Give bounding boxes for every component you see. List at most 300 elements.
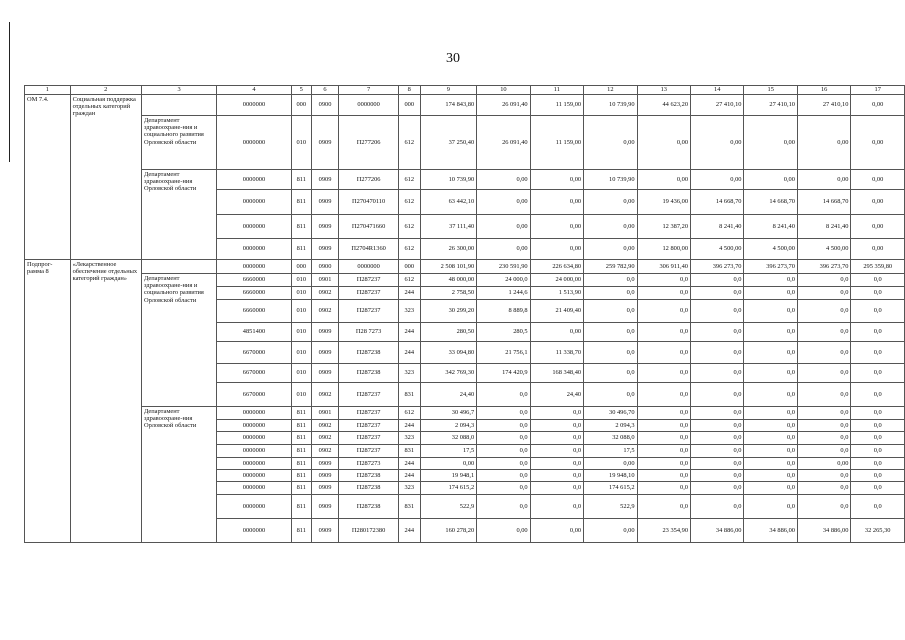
table-cell: 0,00 — [797, 170, 850, 190]
table-cell: 0,0 — [637, 458, 690, 470]
table-cell: 0000000 — [217, 116, 292, 170]
table-cell: 37 111,40 — [420, 215, 477, 239]
table-cell: 0,0 — [797, 364, 850, 383]
table-cell: 21 409,40 — [530, 300, 583, 323]
table-cell: 0,0 — [851, 420, 905, 432]
table-cell: 14 668,70 — [744, 190, 797, 215]
table-cell: 811 — [291, 519, 311, 543]
table-cell: 000 — [291, 260, 311, 274]
table-cell: 0,0 — [691, 420, 744, 432]
table-cell: 12 800,00 — [637, 239, 690, 260]
table-cell: П287237 — [339, 274, 398, 287]
table-cell: 0,00 — [584, 215, 637, 239]
table-cell: 811 — [291, 445, 311, 458]
table-cell: П287237 — [339, 287, 398, 300]
table-cell: 612 — [398, 215, 420, 239]
column-number: 1 — [25, 86, 71, 95]
table-cell: 0,0 — [744, 287, 797, 300]
table-cell: 0902 — [311, 420, 339, 432]
table-cell: 0,0 — [530, 482, 583, 495]
table-cell: 0,00 — [477, 170, 530, 190]
table-cell: 0909 — [311, 323, 339, 342]
table-cell: 342 769,30 — [420, 364, 477, 383]
table-cell: 0,00 — [797, 116, 850, 170]
table-cell: 0,0 — [744, 432, 797, 445]
table-cell: 0,0 — [477, 470, 530, 482]
table-cell: 010 — [291, 287, 311, 300]
table-cell: 2 508 101,90 — [420, 260, 477, 274]
table-cell: 0,0 — [477, 383, 530, 407]
table-cell: 19 948,10 — [584, 470, 637, 482]
table-cell: 811 — [291, 470, 311, 482]
table-cell: П287238 — [339, 495, 398, 519]
table-cell: 0,0 — [744, 323, 797, 342]
table-cell: 244 — [398, 342, 420, 364]
table-cell: 0,0 — [691, 407, 744, 420]
column-number: 14 — [691, 86, 744, 95]
table-cell: 000 — [291, 95, 311, 116]
table-cell: 0,0 — [691, 458, 744, 470]
table-cell: 612 — [398, 116, 420, 170]
column-number: 3 — [141, 86, 216, 95]
table-cell: 0,0 — [637, 407, 690, 420]
table-cell: 0,0 — [851, 445, 905, 458]
table-cell: 2 094,3 — [420, 420, 477, 432]
table-cell: П287237 — [339, 432, 398, 445]
table-cell: 6670000 — [217, 383, 292, 407]
table-cell: П287238 — [339, 482, 398, 495]
column-number: 15 — [744, 86, 797, 95]
table-cell: 0909 — [311, 116, 339, 170]
table-cell: 0,00 — [584, 190, 637, 215]
table-cell: 32 088,0 — [584, 432, 637, 445]
table-cell: 0900 — [311, 260, 339, 274]
table-cell: 831 — [398, 495, 420, 519]
table-cell: 27 410,10 — [797, 95, 850, 116]
table-cell: П287238 — [339, 470, 398, 482]
table-cell: 32 265,30 — [851, 519, 905, 543]
table-cell: 0902 — [311, 383, 339, 407]
executor-cell — [141, 95, 216, 116]
table-cell: 0,0 — [797, 300, 850, 323]
table-cell: 0,0 — [584, 323, 637, 342]
table-cell: 0,0 — [584, 287, 637, 300]
table-cell: 0,0 — [851, 470, 905, 482]
table-cell: 17,5 — [420, 445, 477, 458]
table-cell: 0,00 — [530, 239, 583, 260]
table-cell: 0,00 — [477, 519, 530, 543]
table-cell: 811 — [291, 482, 311, 495]
table-cell: 0000000 — [217, 458, 292, 470]
table-cell: 0,0 — [797, 470, 850, 482]
table-cell: 10 739,90 — [584, 170, 637, 190]
table-cell: 30 299,20 — [420, 300, 477, 323]
table-cell: 0,0 — [691, 364, 744, 383]
table-cell: 0,0 — [477, 495, 530, 519]
table-cell: 612 — [398, 239, 420, 260]
table-cell: 0,0 — [584, 364, 637, 383]
table-cell: 010 — [291, 364, 311, 383]
left-margin-line — [9, 22, 10, 162]
table-cell: 0,0 — [530, 458, 583, 470]
table-row — [25, 116, 905, 170]
table-cell: 0,0 — [637, 342, 690, 364]
table-cell: 0,00 — [851, 170, 905, 190]
table-cell: 0,00 — [477, 215, 530, 239]
column-number-row — [25, 86, 905, 95]
table-cell: П277206 — [339, 170, 398, 190]
table-cell: 000 — [398, 260, 420, 274]
table-cell: 0,0 — [744, 274, 797, 287]
table-cell: 244 — [398, 420, 420, 432]
table-cell: 0,00 — [584, 458, 637, 470]
table-cell: 0,0 — [637, 420, 690, 432]
table-cell: 0,0 — [797, 323, 850, 342]
table-cell: 27 410,10 — [691, 95, 744, 116]
table-cell: 0,0 — [637, 364, 690, 383]
table-cell: 612 — [398, 407, 420, 420]
table-cell: 0,00 — [584, 239, 637, 260]
table-cell: 8 241,40 — [797, 215, 850, 239]
table-cell: 0,0 — [530, 407, 583, 420]
table-cell: 0,00 — [477, 190, 530, 215]
table-cell: 0,00 — [530, 215, 583, 239]
table-cell: П287237 — [339, 300, 398, 323]
table-cell: 10 739,90 — [420, 170, 477, 190]
table-cell: 0909 — [311, 170, 339, 190]
table-cell: 19 948,1 — [420, 470, 477, 482]
table-cell: 811 — [291, 215, 311, 239]
table-cell: 0,0 — [691, 300, 744, 323]
table-cell: 280,5 — [477, 323, 530, 342]
table-cell: 26 091,40 — [477, 95, 530, 116]
table-cell: 0,0 — [797, 495, 850, 519]
table-cell: 0,0 — [637, 470, 690, 482]
table-cell: 0,0 — [637, 495, 690, 519]
table-cell: 010 — [291, 300, 311, 323]
table-cell: 0,0 — [637, 482, 690, 495]
table-cell: 34 886,00 — [797, 519, 850, 543]
table-cell: 0,0 — [851, 287, 905, 300]
table-cell: 0000000 — [217, 470, 292, 482]
table-cell: 14 668,70 — [797, 190, 850, 215]
table-cell: 6660000 — [217, 287, 292, 300]
table-cell: 0,0 — [851, 458, 905, 470]
table-cell: 24,40 — [420, 383, 477, 407]
column-number: 5 — [291, 86, 311, 95]
table-cell: 0909 — [311, 470, 339, 482]
table-cell: 0,0 — [797, 445, 850, 458]
table-cell: 8 889,8 — [477, 300, 530, 323]
table-cell: 811 — [291, 420, 311, 432]
table-cell: 0,00 — [691, 170, 744, 190]
table-cell: 0000000 — [217, 190, 292, 215]
table-cell: 0000000 — [217, 407, 292, 420]
table-cell: 0,0 — [530, 432, 583, 445]
table-cell: 0,0 — [744, 407, 797, 420]
table-cell: 6670000 — [217, 342, 292, 364]
table-cell: 612 — [398, 170, 420, 190]
table-cell: 522,9 — [420, 495, 477, 519]
table-cell: 0,00 — [744, 170, 797, 190]
table-cell: 010 — [291, 323, 311, 342]
table-cell: 0,0 — [744, 495, 797, 519]
table-cell: 0909 — [311, 364, 339, 383]
executor-name: Департамент здравоохране-ния и социального развития Орловской области — [141, 274, 216, 407]
table-cell: 6670000 — [217, 364, 292, 383]
executor-name: Департамент здравоохране-ния Орловской области — [141, 170, 216, 260]
table-cell: 4 500,00 — [691, 239, 744, 260]
table-cell: 0,0 — [637, 445, 690, 458]
table-cell: 0,00 — [851, 190, 905, 215]
table-cell: 11 338,70 — [530, 342, 583, 364]
table-cell: 0,0 — [797, 482, 850, 495]
table-cell: 0,0 — [851, 495, 905, 519]
table-cell: 0,0 — [637, 274, 690, 287]
table-cell: П277206 — [339, 116, 398, 170]
table-cell: 0909 — [311, 239, 339, 260]
table-cell: 0,00 — [530, 519, 583, 543]
table-cell: 44 623,20 — [637, 95, 690, 116]
table-cell: 396 273,70 — [691, 260, 744, 274]
table-cell: 19 436,00 — [637, 190, 690, 215]
table-cell: 0,0 — [691, 470, 744, 482]
table-cell: 0,0 — [744, 383, 797, 407]
table-cell: 010 — [291, 116, 311, 170]
table-cell: 0,0 — [691, 495, 744, 519]
table-cell: 295 359,80 — [851, 260, 905, 274]
table-cell: 4 500,00 — [744, 239, 797, 260]
table-cell: 306 911,40 — [637, 260, 690, 274]
table-cell: П28 7273 — [339, 323, 398, 342]
table-cell: 0909 — [311, 495, 339, 519]
table-cell: П270470110 — [339, 190, 398, 215]
table-cell: 26 300,00 — [420, 239, 477, 260]
table-cell: 8 241,40 — [691, 215, 744, 239]
table-cell: 6660000 — [217, 274, 292, 287]
table-cell: 0902 — [311, 300, 339, 323]
table-cell: 0,0 — [530, 495, 583, 519]
table-cell: 0,0 — [691, 342, 744, 364]
table-row — [25, 260, 905, 274]
column-number: 13 — [637, 86, 690, 95]
table-cell: 0,0 — [530, 420, 583, 432]
table-cell: 323 — [398, 482, 420, 495]
table-cell: 811 — [291, 407, 311, 420]
table-cell: 26 091,40 — [477, 116, 530, 170]
table-cell: 0,0 — [637, 383, 690, 407]
table-cell: П287237 — [339, 445, 398, 458]
table-cell: 17,5 — [584, 445, 637, 458]
table-cell: 0,00 — [584, 116, 637, 170]
table-cell: 0900 — [311, 95, 339, 116]
table-cell: 0000000 — [217, 420, 292, 432]
executor-cell — [141, 260, 216, 274]
table-cell: 323 — [398, 300, 420, 323]
table-cell: 0,0 — [851, 432, 905, 445]
table-cell: 0,0 — [851, 274, 905, 287]
table-cell: 0,0 — [691, 432, 744, 445]
table-cell: 0,00 — [637, 170, 690, 190]
table-cell: 63 442,10 — [420, 190, 477, 215]
table-cell: 0,0 — [691, 383, 744, 407]
table-cell: 0909 — [311, 342, 339, 364]
table-cell: 0,0 — [477, 420, 530, 432]
table-cell: 0,0 — [637, 432, 690, 445]
table-cell: 0,00 — [851, 116, 905, 170]
column-number: 2 — [70, 86, 141, 95]
table-cell: 0902 — [311, 287, 339, 300]
table-cell: 0,0 — [744, 470, 797, 482]
table-cell: 0,0 — [797, 420, 850, 432]
table-cell: 0,0 — [584, 274, 637, 287]
table-cell: 0,0 — [744, 300, 797, 323]
table-cell: 396 273,70 — [744, 260, 797, 274]
executor-name: Департамент здравоохране-ния Орловской области — [141, 407, 216, 543]
table-cell: 0000000 — [217, 495, 292, 519]
table-cell: 244 — [398, 519, 420, 543]
table-cell: 0,0 — [477, 458, 530, 470]
table-cell: 0,00 — [530, 170, 583, 190]
executor-name: Департамент здравоохране-ния и социального развития Орловской области — [141, 116, 216, 170]
table-cell: 0,0 — [637, 323, 690, 342]
table-cell: 12 387,20 — [637, 215, 690, 239]
column-number: 17 — [851, 86, 905, 95]
table-cell: 0909 — [311, 215, 339, 239]
table-cell: 30 496,70 — [584, 407, 637, 420]
table-cell: 280,50 — [420, 323, 477, 342]
table-cell: П287237 — [339, 407, 398, 420]
table-cell: 0000000 — [217, 260, 292, 274]
table-cell: П287273 — [339, 458, 398, 470]
table-row — [25, 274, 905, 287]
table-cell: 0,00 — [691, 116, 744, 170]
program-code: ОМ 7.4. — [25, 95, 71, 260]
table-cell: 24 000,00 — [530, 274, 583, 287]
table-cell: 11 159,00 — [530, 95, 583, 116]
table-cell: 0,0 — [584, 383, 637, 407]
table-cell: 811 — [291, 495, 311, 519]
column-number: 10 — [477, 86, 530, 95]
budget-table — [24, 85, 905, 543]
table-cell: 0902 — [311, 432, 339, 445]
table-cell: 0,0 — [797, 432, 850, 445]
table-cell: 48 000,00 — [420, 274, 477, 287]
table-cell: 0,00 — [744, 116, 797, 170]
table-cell: 24 000,0 — [477, 274, 530, 287]
table-cell: 8 241,40 — [744, 215, 797, 239]
program-name: Социальная поддержка отдельных категорий граждан — [70, 95, 141, 260]
table-cell: 160 278,20 — [420, 519, 477, 543]
table-cell: 0,00 — [420, 458, 477, 470]
column-number: 6 — [311, 86, 339, 95]
table-cell: 0,0 — [797, 407, 850, 420]
table-cell: 23 354,90 — [637, 519, 690, 543]
table-cell: 831 — [398, 445, 420, 458]
table-cell: 0,0 — [851, 300, 905, 323]
table-cell: 6660000 — [217, 300, 292, 323]
table-cell: 2 094,3 — [584, 420, 637, 432]
table-cell: 0,0 — [744, 420, 797, 432]
table-cell: 000 — [398, 95, 420, 116]
table-cell: 24,40 — [530, 383, 583, 407]
table-cell: 0000000 — [339, 95, 398, 116]
table-cell: 0,0 — [584, 300, 637, 323]
table-cell: 30 496,7 — [420, 407, 477, 420]
table-cell: 21 756,1 — [477, 342, 530, 364]
table-cell: 0,00 — [530, 190, 583, 215]
table-cell: П287237 — [339, 420, 398, 432]
table-cell: 230 591,90 — [477, 260, 530, 274]
table-cell: 4851400 — [217, 323, 292, 342]
table-cell: 0,0 — [637, 300, 690, 323]
table-cell: 244 — [398, 458, 420, 470]
table-cell: 0,0 — [691, 287, 744, 300]
table-cell: 396 273,70 — [797, 260, 850, 274]
table-cell: 174 843,80 — [420, 95, 477, 116]
table-cell: 34 886,00 — [744, 519, 797, 543]
table-cell: 0,0 — [477, 482, 530, 495]
table-cell: 0,0 — [797, 383, 850, 407]
table-cell: 174 615,2 — [420, 482, 477, 495]
table-cell: П287237 — [339, 383, 398, 407]
table-row — [25, 95, 905, 116]
table-cell: 0000000 — [217, 432, 292, 445]
column-number: 4 — [217, 86, 292, 95]
table-cell: 4 500,00 — [797, 239, 850, 260]
table-cell: 37 250,40 — [420, 116, 477, 170]
table-cell: П287238 — [339, 364, 398, 383]
table-cell: 0,0 — [851, 482, 905, 495]
column-number: 7 — [339, 86, 398, 95]
table-cell: П287238 — [339, 342, 398, 364]
table-cell: 612 — [398, 190, 420, 215]
table-cell: 522,9 — [584, 495, 637, 519]
table-cell: 010 — [291, 342, 311, 364]
table-cell: 0000000 — [217, 95, 292, 116]
table-cell: 0909 — [311, 190, 339, 215]
table-cell: 0,00 — [584, 519, 637, 543]
table-cell: 174 615,2 — [584, 482, 637, 495]
table-cell: П280172380 — [339, 519, 398, 543]
table-cell: 0,0 — [477, 407, 530, 420]
column-number: 16 — [797, 86, 850, 95]
table-cell: 811 — [291, 170, 311, 190]
table-cell: 323 — [398, 432, 420, 445]
table-cell: 0,00 — [851, 95, 905, 116]
table-cell: 0,0 — [530, 470, 583, 482]
table-cell: 0,0 — [477, 432, 530, 445]
table-row — [25, 407, 905, 420]
table-cell: 811 — [291, 190, 311, 215]
table-cell: 0,0 — [797, 274, 850, 287]
table-cell: 0,0 — [744, 458, 797, 470]
table-row — [25, 170, 905, 190]
table-cell: 0902 — [311, 445, 339, 458]
table-cell: 1 244,6 — [477, 287, 530, 300]
table-cell: 0000000 — [217, 170, 292, 190]
table-cell: 0,0 — [691, 274, 744, 287]
table-cell: 0,0 — [530, 445, 583, 458]
table-cell: 0,0 — [851, 407, 905, 420]
table-cell: 244 — [398, 323, 420, 342]
table-cell: 0901 — [311, 407, 339, 420]
table-cell: П270471660 — [339, 215, 398, 239]
column-number: 8 — [398, 86, 420, 95]
table-cell: 32 088,0 — [420, 432, 477, 445]
table-cell: 0,0 — [851, 383, 905, 407]
table-cell: 0909 — [311, 458, 339, 470]
